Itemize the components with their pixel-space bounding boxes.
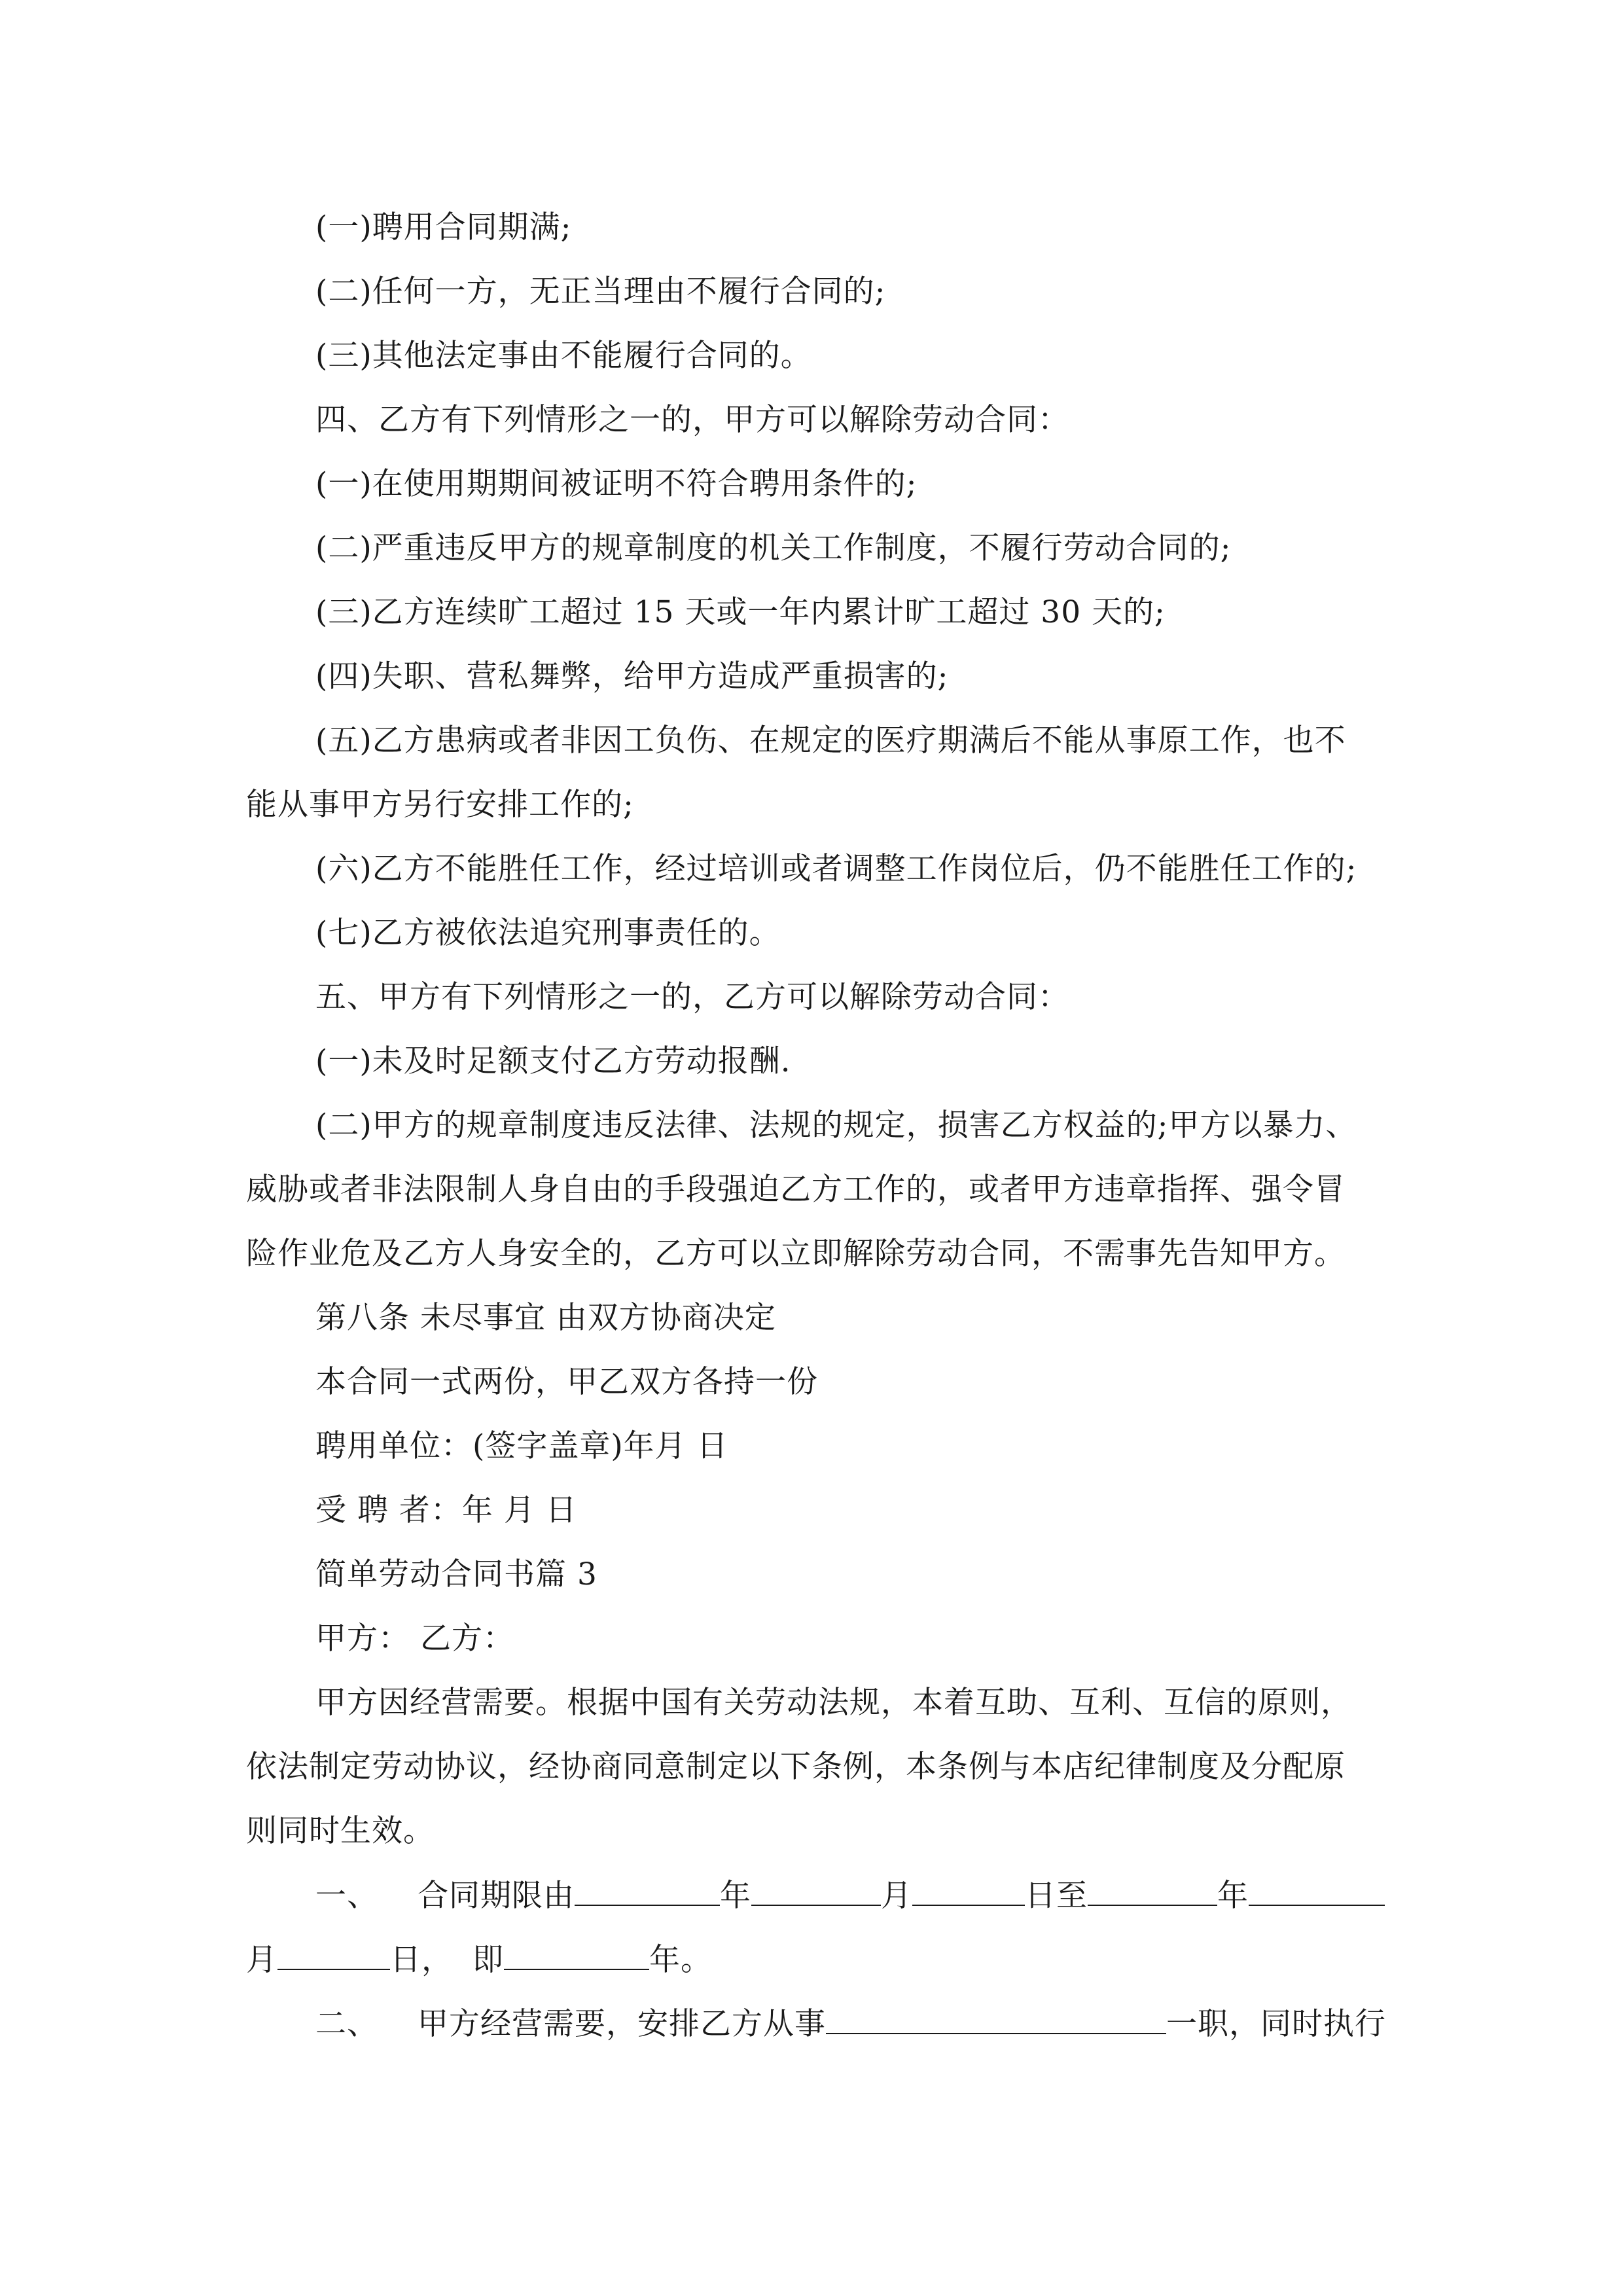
article-heading: 第八条 未尽事宜 由双方协商决定 <box>315 1300 776 1336</box>
text-line: (一)在使用期期间被证明不符合聘用条件的; <box>315 466 918 502</box>
text-line: (五)乙方患病或者非因工负伤、在规定的医疗期满后不能从事原工作，也不 <box>315 723 1346 759</box>
text-line: (二)任何一方，无正当理由不履行合同的; <box>315 274 886 310</box>
term2-year-label: 年。 <box>649 1942 712 1978</box>
text-line: (四)失职、营私舞弊，给甲方造成严重损害的; <box>315 658 949 694</box>
job-tail: 一职，同时执行 <box>1166 2006 1386 2042</box>
job-text: 甲方经营需要，安排乙方从事 <box>418 2006 826 2042</box>
blank-end-month[interactable] <box>1249 1876 1385 1906</box>
contract-term-line-2 <box>246 1940 712 1980</box>
term2-ji-label: 即 <box>473 1942 504 1978</box>
text-line: 险作业危及乙方人身安全的，乙方可以立即解除劳动合同，不需事先告知甲方。 <box>246 1236 1346 1272</box>
text-line: 甲方因经营需要。根据中国有关劳动法规，本着互助、互利、互信的原则， <box>315 1685 1352 1721</box>
text-line: (一)聘用合同期满; <box>315 209 572 245</box>
text-line: (一)未及时足额支付乙方劳动报酬. <box>315 1043 791 1079</box>
text-line: 五、甲方有下列情形之一的，乙方可以解除劳动合同： <box>315 979 1069 1015</box>
blank-start-day[interactable] <box>912 1876 1025 1906</box>
text-line: (二)严重违反甲方的规章制度的机关工作制度，不履行劳动合同的; <box>315 530 1232 566</box>
blank-job-position[interactable] <box>826 2004 1166 2034</box>
text-line: (三)其他法定事由不能履行合同的。 <box>315 338 812 374</box>
term2-month-label: 月 <box>246 1942 277 1978</box>
signature-line: 受 聘 者：年 月 日 <box>315 1492 577 1528</box>
blank-end-year[interactable] <box>1088 1876 1217 1906</box>
blank-start-month[interactable] <box>751 1876 881 1906</box>
text-line: (三)乙方连续旷工超过 15 天或一年内累计旷工超过 30 天的; <box>315 594 1166 630</box>
blank-total-years[interactable] <box>504 1940 649 1970</box>
text-line: 威胁或者非法限制人身自由的手段强迫乙方工作的，或者甲方违章指挥、强令冒 <box>246 1172 1346 1208</box>
text-line: (二)甲方的规章制度违反法律、法规的规定，损害乙方权益的;甲方以暴力、 <box>315 1107 1357 1143</box>
term-year2-label: 年 <box>1217 1878 1249 1914</box>
job-lead: 二、 <box>315 2006 378 2042</box>
text-line: 则同时生效。 <box>246 1813 435 1849</box>
term-text: 合同期限由 <box>418 1878 575 1914</box>
text-line: 四、乙方有下列情形之一的，甲方可以解除劳动合同： <box>315 402 1069 438</box>
text-line: 能从事甲方另行安排工作的; <box>246 787 634 823</box>
term-month-label: 月 <box>881 1878 912 1914</box>
term-year-label: 年 <box>720 1878 751 1914</box>
job-line <box>315 2004 1386 2044</box>
text-line: 依法制定劳动协议，经协商同意制定以下条例，本条例与本店纪律制度及分配原 <box>246 1749 1346 1785</box>
term-day-to-label: 日至 <box>1025 1878 1088 1914</box>
parties-line: 甲方： 乙方： <box>315 1621 514 1657</box>
text-line: 本合同一式两份，甲乙双方各持一份 <box>315 1364 818 1400</box>
section-title: 简单劳动合同书篇 3 <box>315 1556 597 1592</box>
blank-end-day[interactable] <box>277 1940 390 1970</box>
text-line: (七)乙方被依法追究刑事责任的。 <box>315 915 781 951</box>
text-line: (六)乙方不能胜任工作，经过培训或者调整工作岗位后，仍不能胜任工作的; <box>315 851 1357 887</box>
signature-line: 聘用单位：(签字盖章)年月 日 <box>315 1428 728 1464</box>
contract-term-line <box>315 1876 1385 1916</box>
blank-start-year[interactable] <box>575 1876 720 1906</box>
term2-day-label: 日， <box>390 1942 453 1978</box>
term-lead: 一、 <box>315 1878 378 1914</box>
